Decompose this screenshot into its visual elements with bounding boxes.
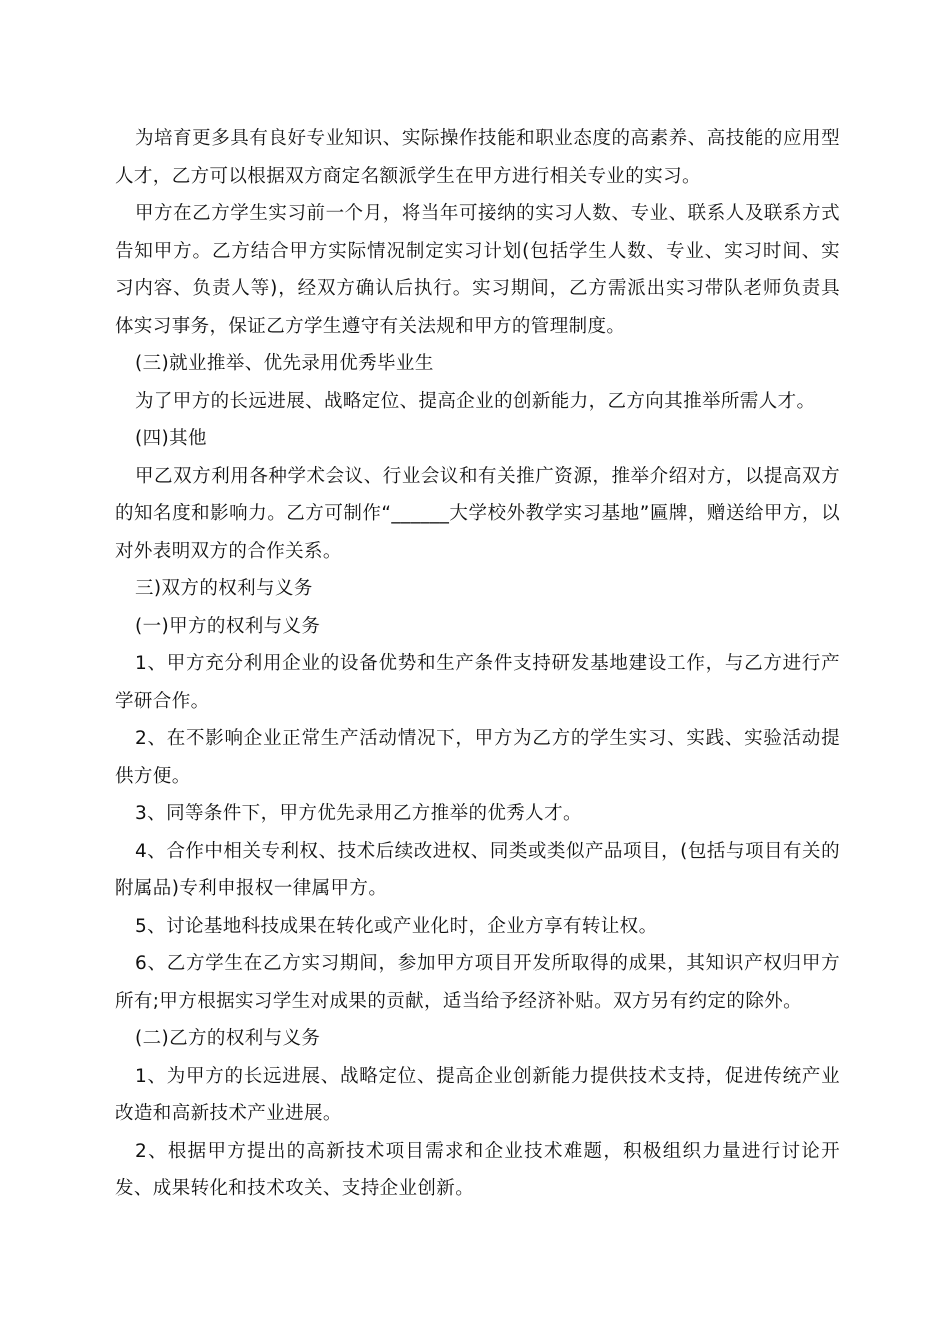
section-heading-other: (四)其他 [135,428,207,449]
section-heading-party-b: (二)乙方的权利与义务 [135,1028,321,1049]
paragraph-internship-plan: 甲方在乙方学生实习前一个月，将当年可接纳的实习人数、专业、联系人及联系方式告知甲方。乙方结合甲方实际情况制定实习计划(包括学生人数、专业、实习时间、实习内容、负责人等)，经双方确认后执行。实习期间，乙方需派出实习带队老师负责具体实习事务，保证乙方学生遵守有关法规和甲方的管理制度。 [115,203,840,337]
list-item-party-a-5: 5、讨论基地科技成果在转化或产业化时，企业方享有转让权。 [135,915,658,937]
document-body [115,120,840,1208]
section-heading-rights: 三)双方的权利与义务 [135,578,313,599]
list-item-party-b-1: 1、为甲方的长远进展、战略定位、提高企业创新能力提供技术支持，促进传统产业改造和高新技术产业进展。 [115,1065,840,1124]
list-item-party-a-4: 4、合作中相关专利权、技术后续改进权、同类或类似产品项目，(包括与项目有关的附属品)专利申报权一律属甲方。 [115,840,840,899]
list-item-party-a-1: 1、甲方充分利用企业的设备优势和生产条件支持研发基地建设工作，与乙方进行产学研合作。 [115,653,840,712]
paragraph-internship-purpose: 为培育更多具有良好专业知识、实际操作技能和职业态度的高素养、高技能的应用型人才，乙方可以根据双方商定名额派学生在甲方进行相关专业的实习。 [115,128,840,187]
section-heading-employment: (三)就业推举、优先录用优秀毕业生 [135,353,434,374]
paragraph-other: 甲乙双方利用各种学术会议、行业会议和有关推广资源，推举介绍对方，以提高双方的知名度和影响力。乙方可制作“______大学校外教学实习基地”匾牌，赠送给甲方，以对外表明双方的合作关系。 [115,465,840,562]
section-heading-party-a: (一)甲方的权利与义务 [135,615,321,637]
list-item-party-a-6: 6、乙方学生在乙方实习期间，参加甲方项目开发所取得的成果，其知识产权归甲方所有;甲方根据实习学生对成果的贡献，适当给予经济补贴。双方另有约定的除外。 [115,953,840,1012]
list-item-party-a-3: 3、同等条件下，甲方优先录用乙方推举的优秀人才。 [135,803,582,824]
list-item-party-b-2: 2、根据甲方提出的高新技术项目需求和企业技术难题，积极组织力量进行讨论开发、成果转化和技术攻关、支持企业创新。 [115,1140,840,1199]
list-item-party-a-2: 2、在不影响企业正常生产活动情况下，甲方为乙方的学生实习、实践、实验活动提供方便。 [115,728,840,787]
paragraph-employment: 为了甲方的长远进展、战略定位、提高企业的创新能力，乙方向其推举所需人才。 [135,390,816,412]
